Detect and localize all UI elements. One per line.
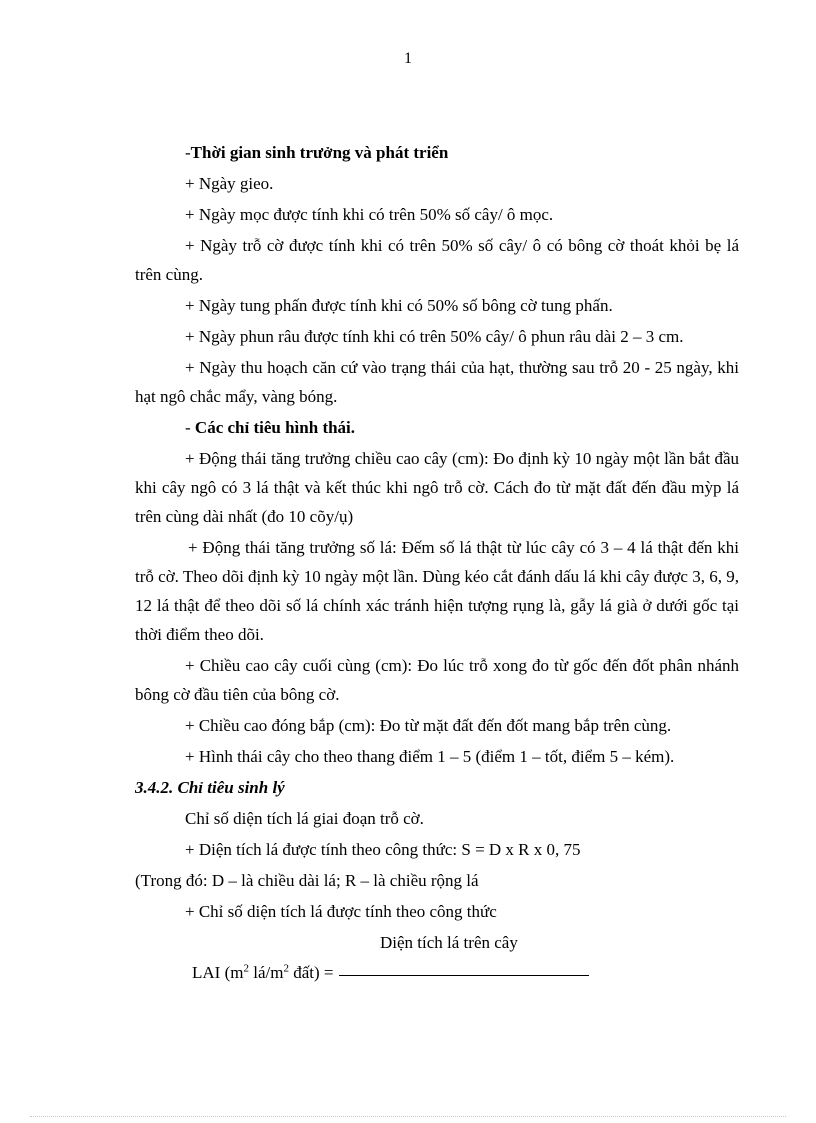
section-heading-morphology (135, 413, 739, 442)
sup-2: 2 (283, 962, 289, 975)
fraction-line (339, 975, 589, 976)
subsection-heading-physiology: 3.4.2. Chỉ tiêu sinh lý (135, 778, 285, 797)
paragraph-leaf-growth: + Động thái tăng trưởng số lá: Đếm số lá thật từ lúc cây có 3 – 4 lá thật đến khi trỗ cờ. Theo dõi định kỳ 10 ngày một lần. Dùng kéo cắt đánh dấu lá khi cây được 3, 6, 9, 12 lá thật để theo dõi số lá chính xác tránh hiện tượng rụng là, gẫy lá già ở dưới gốc tại thời điểm theo dõi. (135, 538, 739, 644)
heading-text: Thời gian sinh trưởng và phát triển (190, 143, 449, 162)
lhs-mid: lá/m (248, 963, 284, 982)
page-number: 1 (404, 50, 412, 67)
formula-lhs (192, 958, 333, 988)
paragraph-pollen-day: + Ngày tung phấn được tính khi có 50% số bông cờ tung phấn. (185, 296, 613, 315)
formula-numerator: Diện tích lá trên cây (380, 933, 518, 952)
page-footer-divider (30, 1116, 786, 1117)
section-heading-growth-time (135, 138, 739, 167)
paragraph-emergence-day: + Ngày mọc được tính khi có trên 50% số cây/ ô mọc. (185, 205, 554, 224)
paragraph-tasseling-day: + Ngày trỗ cờ được tính khi có trên 50% số cây/ ô có bông cờ thoát khỏi bẹ lá trên cùng. (135, 236, 739, 284)
paragraph-harvest-day: + Ngày thu hoạch căn cứ vào trạng thái của hạt, thường sau trỗ 20 - 25 ngày, khi hạt ngô chắc mẩy, vàng bóng. (135, 358, 739, 406)
paragraph-silking-day: + Ngày phun râu được tính khi có trên 50% cây/ ô phun râu dài 2 – 3 cm. (185, 327, 684, 346)
paragraph-ear-height: + Chiều cao đóng bắp (cm): Đo từ mặt đất đến đốt mang bắp trên cùng. (185, 716, 672, 735)
page-content (135, 138, 739, 988)
paragraph-lai-stage: Chỉ số diện tích lá giai đoạn trỗ cờ. (185, 809, 424, 828)
paragraph-height-growth: + Động thái tăng trưởng chiều cao cây (cm): Đo định kỳ 10 ngày một lần bắt đầu khi cây ngô có 3 lá thật và kết thúc khi ngô trỗ cờ. Cách đo từ mặt đất đến đầu mỳp lá trên cùng dài nhất (đo 10 cõy/ụ) (135, 449, 739, 526)
paragraph-sowing-day: + Ngày gieo. (185, 174, 274, 193)
dash-prefix: - (185, 143, 191, 162)
paragraph-final-height: + Chiều cao cây cuối cùng (cm): Đo lúc trỗ xong đo từ gốc đến đốt phân nhánh bông cờ đầu tiên của bông cờ. (135, 656, 739, 704)
sup-2: 2 (243, 962, 249, 975)
lhs-prefix: LAI (m (192, 963, 244, 982)
dash-prefix: - (185, 418, 195, 437)
lhs-suffix: đất) = (288, 963, 334, 982)
formula-lai (135, 958, 739, 988)
paragraph-plant-form: + Hình thái cây cho theo thang điểm 1 – 5 (điểm 1 – tốt, điểm 5 – kém). (185, 747, 675, 766)
heading-text: Các chỉ tiêu hình thái. (194, 418, 356, 437)
paragraph-formula-legend: (Trong đó: D – là chiều dài lá; R – là chiều rộng lá (135, 871, 479, 890)
paragraph-leaf-area-formula: + Diện tích lá được tính theo công thức: S = D x R x 0, 75 (185, 840, 581, 859)
paragraph-lai-formula-intro: + Chỉ số diện tích lá được tính theo công thức (185, 902, 497, 921)
